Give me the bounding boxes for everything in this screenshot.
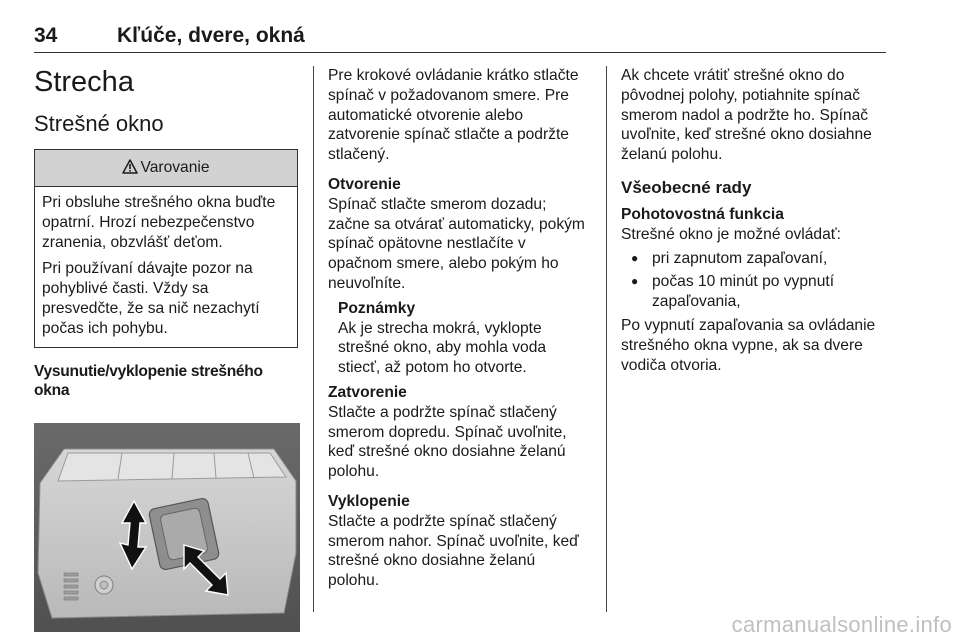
standby-heading: Pohotovostná funkcia xyxy=(621,205,784,223)
warning-text: Pri obsluhe strešného okna buďte opatrní. Hrozí nebezpečenstvo zranenia, obzvlášť deťom. xyxy=(42,194,276,251)
sunroof-switch-illustration xyxy=(34,423,300,632)
general-heading: Všeobecné rady xyxy=(621,177,752,197)
standby-list xyxy=(621,249,889,312)
after-text: Po vypnutí zapaľovania sa ovládanie strešného okna vypne, ak sa dvere vodiča otvoria. xyxy=(621,316,876,374)
note-block xyxy=(328,299,590,378)
list-item: ● počas 10 minút po vypnutí zapaľovania, xyxy=(621,272,889,312)
close-heading: Zatvorenie xyxy=(328,383,407,401)
intro-paragraph: Pre krokové ovládanie krátko stlačte spínač v požadovanom smere. Pre automatické otvorenie alebo zatvorenie spínač stlačte a podržte stlačený. xyxy=(328,67,579,164)
note-heading: Poznámky xyxy=(338,299,416,317)
standby-text: Strešné okno je možné ovládať: xyxy=(621,225,841,243)
watermark: carmanualsonline.info xyxy=(731,612,952,637)
tilt-text: Stlačte a podržte spínač stlačený smerom nahor. Spínač uvoľnite, keď strešné okno dosiahne želanú polohu. xyxy=(328,512,579,590)
page-number: 34 xyxy=(34,24,58,47)
note-text: Ak je strecha mokrá, vyklopte strešné okno, aby mohla voda stiecť, až potom ho otvorte. xyxy=(338,319,547,377)
warning-triangle-icon xyxy=(122,159,138,174)
warning-title: Varovanie xyxy=(140,159,210,176)
warning-box xyxy=(34,149,298,348)
subsection-title: Strešné okno xyxy=(34,111,164,136)
close-text: Stlačte a podržte spínač stlačený smerom dopredu. Spínač uvoľnite, keď strešné okno dosiahne želanú polohu. xyxy=(328,403,567,481)
page-header xyxy=(34,24,886,53)
warning-text: Pri používaní dávajte pozor na pohyblivé časti. Vždy sa presvedčte, že sa nič nezachytí počas ich pohybu. xyxy=(42,260,260,337)
column-3 xyxy=(621,66,889,375)
heading-sunroof-tilt: Vysunutie/vyklopenie strešného okna xyxy=(34,362,263,400)
tilt-heading: Vyklopenie xyxy=(328,492,410,510)
column-divider xyxy=(313,66,314,612)
column-1 xyxy=(34,66,300,638)
running-title: Kľúče, dvere, okná xyxy=(117,24,305,47)
return-paragraph: Ak chcete vrátiť strešné okno do pôvodnej polohy, potiahnite spínač smerom nadol a podržte ho. Spínač uvoľnite, keď strešné okno dosiahne želanú polohu. xyxy=(621,67,872,164)
column-2 xyxy=(328,66,590,591)
column-divider xyxy=(606,66,607,612)
warning-body xyxy=(35,187,297,347)
list-item: ● pri zapnutom zapaľovaní, xyxy=(621,249,889,269)
section-title: Strecha xyxy=(34,66,134,98)
open-text: Spínač stlačte smerom dozadu; začne sa otvárať automaticky, pokým spínač opätovne nestlačíte v opačnom smere, alebo pokým ho neuvoľníte. xyxy=(328,195,585,292)
open-heading: Otvorenie xyxy=(328,175,401,193)
warning-header xyxy=(35,150,297,187)
